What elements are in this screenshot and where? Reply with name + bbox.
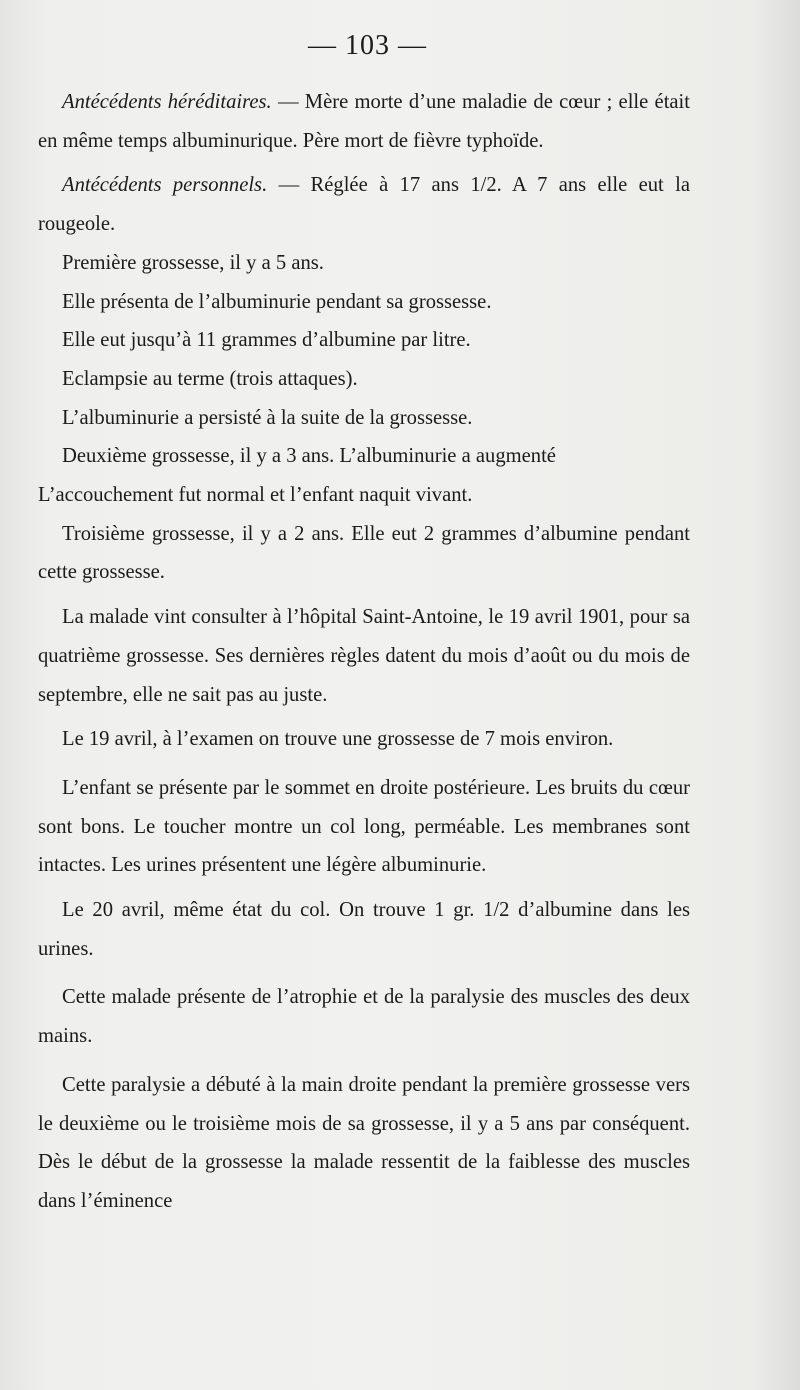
paragraph-personal-history	[38, 166, 690, 243]
page-number: — 103 —	[308, 30, 427, 61]
paragraph-first-pregnancy: Première grossesse, il y a 5 ans.	[62, 251, 324, 274]
section-lead-personal: Antécédents personnels.	[62, 174, 268, 197]
paragraph-second-pregnancy: Deuxième grossesse, il y a 3 ans. L’albuminurie a augmenté	[62, 445, 556, 468]
paragraph-text: — Réglée à 17 ans 1/2. A 7 ans elle eut la rougeole.	[38, 174, 690, 236]
paragraph-consultation: La malade vint consulter à l’hôpital Saint-Antoine, le 19 avril 1901, pour sa quatrième grossesse. Ses dernières règles datent du mois d’août ou du mois de septembre, elle ne sait pas au juste.	[38, 606, 690, 706]
body-text	[38, 83, 690, 1221]
section-lead-hereditary: Antécédents héréditaires.	[62, 91, 272, 113]
paragraph-examination: Le 19 avril, à l’examen on trouve une grossesse de 7 mois environ.	[62, 728, 614, 751]
paragraph-persisted: L’albuminurie a persisté à la suite de la grossesse.	[62, 406, 473, 429]
paragraph-paralysis-onset: Cette paralysie a débuté à la main droite pendant la première grossesse vers le deuxième ou le troisième mois de sa grossesse, il y a 5 ans par conséquent. Dès le début de la grossesse la malade ressentit de la faiblesse des muscles dans l’éminence	[38, 1073, 690, 1212]
paragraph-albuminuria: Elle présenta de l’albuminurie pendant sa grossesse.	[62, 290, 492, 313]
paragraph-text: — Mère morte d’une maladie de cœur ; elle était en même temps albuminurique. Père mort de fièvre typhoïde.	[38, 91, 690, 152]
paragraph-atrophy: Cette malade présente de l’atrophie et de la paralysie des muscles des deux mains.	[38, 986, 690, 1048]
paragraph-third-pregnancy: Troisième grossesse, il y a 2 ans. Elle eut 2 grammes d’albumine pendant cette grossesse.	[38, 522, 690, 584]
paragraph-delivery: L’accouchement fut normal et l’enfant naquit vivant.	[38, 484, 473, 507]
paragraph-eclampsia: Eclampsie au terme (trois attaques).	[62, 367, 358, 390]
paragraph-albumin-amount: Elle eut jusqu’à 11 grammes d’albumine par litre.	[62, 329, 471, 352]
paragraph-hereditary-history	[38, 83, 690, 160]
paragraph-presentation: L’enfant se présente par le sommet en droite postérieure. Les bruits du cœur sont bons. Le toucher montre un col long, perméable. Les membranes sont intactes. Les urines présentent une légère albuminurie.	[38, 776, 690, 877]
paragraph-april-20: Le 20 avril, même état du col. On trouve 1 gr. 1/2 d’albumine dans les urines.	[38, 899, 690, 960]
